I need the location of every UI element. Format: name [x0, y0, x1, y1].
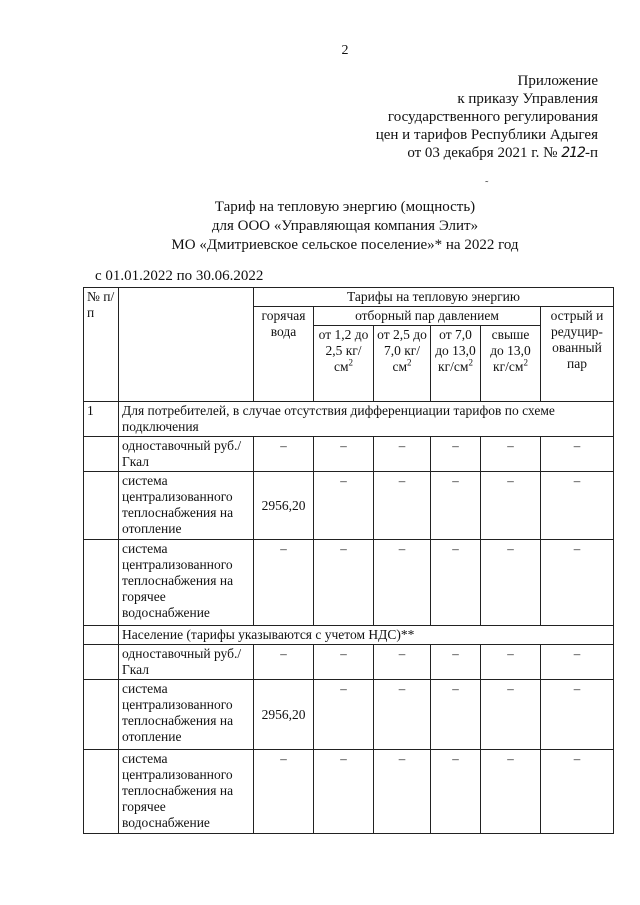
- dash-cell: –: [314, 645, 374, 680]
- dash-cell: –: [254, 750, 314, 834]
- dash-cell: –: [374, 437, 431, 472]
- header-sharp-steam: острый и редуцир-ованный пар: [541, 307, 614, 402]
- dash-cell: –: [541, 645, 614, 680]
- row-label: системa централизованного теплоснабжения на отопление: [119, 472, 254, 540]
- dash-cell: –: [314, 680, 374, 750]
- dash-cell: –: [374, 645, 431, 680]
- table-row: [84, 680, 614, 750]
- appendix-line-5: [376, 144, 598, 162]
- header-text: от 1,2 до 2,5 кг/см: [318, 327, 369, 374]
- period-label: с 01.01.2022 по 30.06.2022: [95, 268, 264, 284]
- table-row: [84, 472, 614, 540]
- header-pressure-4: [481, 326, 541, 402]
- appendix-line-1: Приложение: [517, 73, 598, 89]
- dash-cell: –: [481, 750, 541, 834]
- header-pressure-2: [374, 326, 431, 402]
- order-number: 212: [561, 145, 585, 161]
- dash-cell: –: [431, 645, 481, 680]
- dash-cell: –: [431, 750, 481, 834]
- empty-cell: [84, 437, 119, 472]
- tariff-table: [83, 287, 614, 834]
- dash-cell: –: [314, 540, 374, 626]
- header-text: от 2,5 до 7,0 кг/см: [377, 327, 427, 374]
- page-number: 2: [341, 43, 349, 58]
- dash-cell: –: [314, 437, 374, 472]
- dash-cell: –: [541, 437, 614, 472]
- dash-cell: –: [314, 750, 374, 834]
- dash-cell: –: [374, 750, 431, 834]
- empty-cell: [84, 680, 119, 750]
- row-label: система централизованного теплоснабжения на горячее водоснабжение: [119, 750, 254, 834]
- appendix-block: [376, 72, 598, 162]
- row-label: системa централизованного теплоснабжения на отопление: [119, 680, 254, 750]
- superscript: 2: [407, 357, 412, 368]
- cell-value: 2956,20: [254, 680, 314, 750]
- dash-cell: –: [254, 437, 314, 472]
- superscript: 2: [348, 357, 354, 368]
- document-title: [160, 198, 530, 255]
- header-num: № п/п: [84, 288, 119, 402]
- section-2-label: Население (тарифы указываются с учетом НДС)**: [119, 626, 614, 645]
- dash-cell: –: [431, 540, 481, 626]
- empty-cell: [84, 540, 119, 626]
- dash-cell: –: [541, 750, 614, 834]
- appendix-line-4: цен и тарифов Республики Адыгея: [375, 127, 598, 143]
- row-label: одноставочный руб./Гкал: [119, 437, 254, 472]
- dash-cell: –: [481, 540, 541, 626]
- dash-cell: –: [374, 540, 431, 626]
- title-line-1: Тариф на тепловую энергию (мощность): [214, 199, 476, 215]
- empty-cell: [84, 750, 119, 834]
- dash-cell: –: [541, 680, 614, 750]
- superscript: 2: [523, 357, 528, 368]
- dash-cell: –: [541, 472, 614, 540]
- header-pressure-1: [314, 326, 374, 402]
- header-tariffs: Тарифы на тепловую энергию: [254, 288, 614, 307]
- dash-cell: –: [431, 437, 481, 472]
- header-steam: отборный пар давлением: [314, 307, 541, 326]
- row-label: система централизованного теплоснабжения на горячее водоснабжение: [119, 540, 254, 626]
- appendix-line-2: к приказу Управления: [457, 91, 598, 107]
- superscript: 2: [468, 357, 473, 368]
- order-suffix: -п: [584, 145, 598, 161]
- dash-cell: –: [431, 680, 481, 750]
- dash-cell: –: [374, 680, 431, 750]
- dash-cell: –: [254, 645, 314, 680]
- dash-cell: –: [314, 472, 374, 540]
- header-text: от 7,0 до 13,0 кг/см: [435, 327, 476, 374]
- dash-cell: –: [374, 472, 431, 540]
- title-line-3: МО «Дмитриевское сельское поселение»* на 2022 год: [171, 237, 519, 253]
- table-row: [84, 540, 614, 626]
- header-blank: [119, 288, 254, 402]
- dash-cell: –: [481, 680, 541, 750]
- empty-cell: [84, 645, 119, 680]
- dash-cell: –: [481, 645, 541, 680]
- dash-cell: –: [481, 472, 541, 540]
- cell-value: 2956,20: [254, 472, 314, 540]
- section-1-num: 1: [84, 402, 119, 437]
- order-date: от 03 декабря 2021 г. №: [407, 145, 558, 161]
- header-pressure-3: [431, 326, 481, 402]
- dash-cell: –: [431, 472, 481, 540]
- section-1-label: Для потребителей, в случае отсутствия дифференциации тарифов по схеме подключения: [119, 402, 614, 437]
- appendix-line-3: государственного регулирования: [387, 109, 598, 125]
- header-text: свыше до 13,0 кг/см: [490, 327, 531, 374]
- title-line-2: для ООО «Управляющая компания Элит»: [211, 218, 479, 234]
- row-label: одноставочный руб./Гкал: [119, 645, 254, 680]
- pen-mark: ˜: [485, 180, 489, 191]
- empty-cell: [84, 472, 119, 540]
- dash-cell: –: [481, 437, 541, 472]
- dash-cell: –: [254, 540, 314, 626]
- table-row: [84, 645, 614, 680]
- dash-cell: –: [541, 540, 614, 626]
- table-row: [84, 437, 614, 472]
- empty-cell: [84, 626, 119, 645]
- header-hot-water: горячая вода: [254, 307, 314, 402]
- table-row: [84, 750, 614, 834]
